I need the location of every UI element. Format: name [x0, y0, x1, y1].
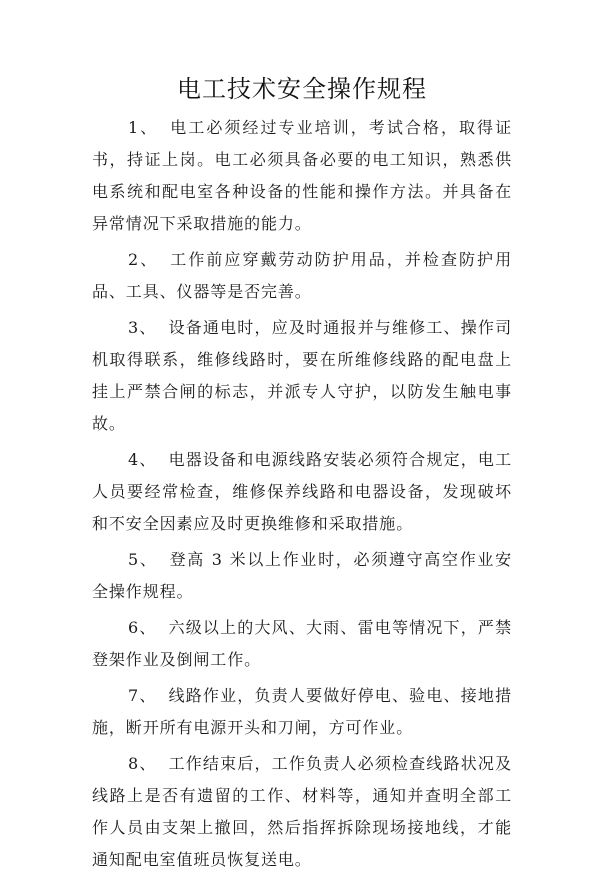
rule-item-4 [92, 444, 512, 540]
document-page [92, 72, 512, 880]
rule-text: 六级以上的大风、大雨、雷电等情况下，严禁登架作业及倒闸工作。 [92, 618, 512, 669]
rule-number: 8、 [128, 754, 157, 773]
rule-item-2 [92, 244, 512, 308]
rule-number: 7、 [128, 686, 157, 705]
rule-item-1 [92, 112, 512, 240]
document-title: 电工技术安全操作规程 [177, 75, 427, 103]
rule-text: 登高 3 米以上作业时，必须遵守高空作业安全操作规程。 [92, 550, 512, 601]
rule-item-7 [92, 680, 512, 744]
rule-item-8 [92, 748, 512, 876]
rule-number: 3、 [128, 318, 157, 337]
rule-number: 5、 [128, 550, 158, 569]
rule-text: 电器设备和电源线路安装必须符合规定，电工人员要经常检查，维修保养线路和电器设备，发现破坏和不安全因素应及时更换维修和采取措施。 [92, 450, 512, 533]
rule-item-5 [92, 544, 512, 608]
rule-number: 2、 [128, 250, 159, 269]
rule-text: 工作结束后，工作负责人必须检查线路状况及线路上是否有遗留的工作、材料等，通知并查明全部工作人员由支架上撤回，然后指挥拆除现场接地线，才能通知配电室值班员恢复送电。 [92, 754, 512, 869]
rule-item-3 [92, 312, 512, 440]
rule-number: 6、 [128, 618, 157, 637]
rule-text: 电工必须经过专业培训，考试合格，取得证书，持证上岗。电工必须具备必要的电工知识，熟悉供电系统和配电室各种设备的性能和操作方法。并具备在异常情况下采取措施的能力。 [92, 118, 512, 233]
rule-number: 1、 [128, 118, 159, 137]
rule-item-6 [92, 612, 512, 676]
rule-number: 4、 [128, 450, 157, 469]
rule-text: 设备通电时，应及时通报并与维修工、操作司机取得联系，维修线路时，要在所维修线路的配电盘上挂上严禁合闸的标志，并派专人守护，以防发生触电事故。 [92, 318, 512, 433]
rule-text: 线路作业，负责人要做好停电、验电、接地措施，断开所有电源开头和刀闸，方可作业。 [92, 686, 512, 737]
rule-text: 工作前应穿戴劳动防护用品，并检查防护用品、工具、仪器等是否完善。 [92, 250, 512, 301]
